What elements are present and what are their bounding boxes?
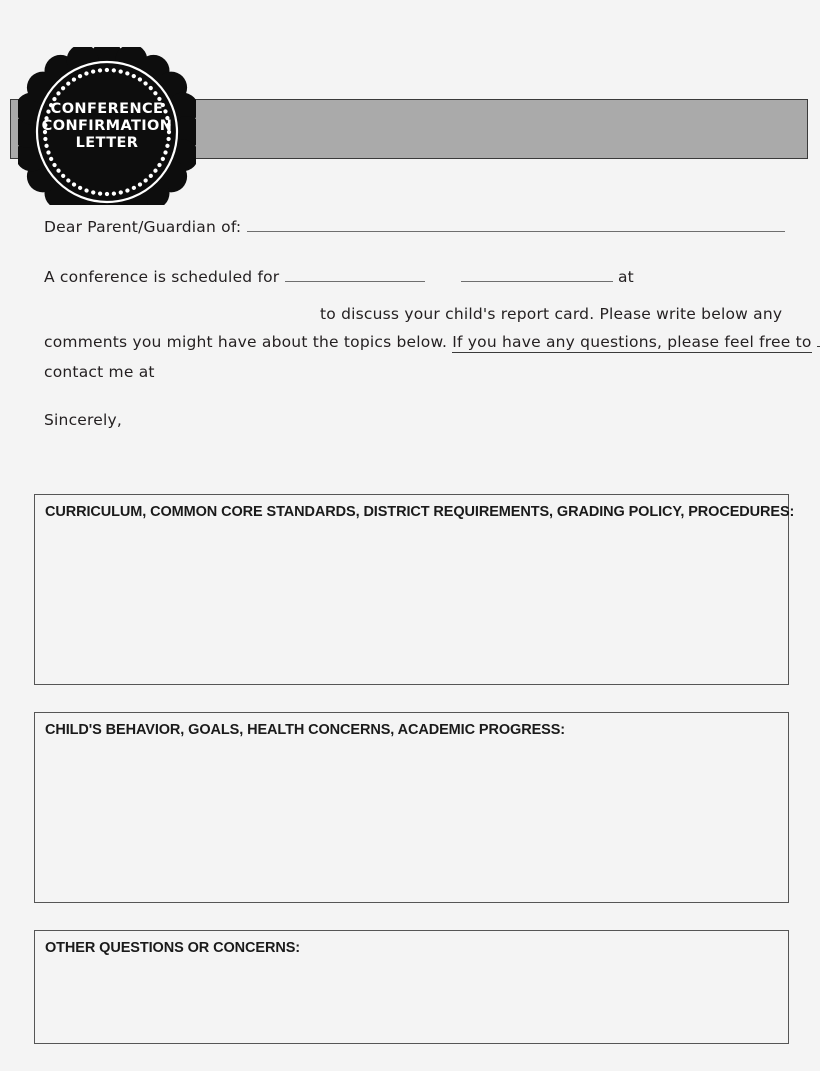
salutation-label: Dear Parent/Guardian of: bbox=[44, 218, 242, 237]
seal-line-3: LETTER bbox=[75, 134, 139, 151]
comment-box-curriculum-title: CURRICULUM, COMMON CORE STANDARDS, DISTRICT REQUIREMENTS, GRADING POLICY, PROCEDURES: bbox=[45, 504, 795, 520]
conference-date-blank[interactable] bbox=[285, 268, 425, 282]
comments-line bbox=[44, 333, 820, 351]
comment-box-curriculum-field[interactable] bbox=[35, 533, 788, 684]
comment-box-curriculum bbox=[34, 494, 795, 685]
salutation-line bbox=[44, 218, 785, 236]
comments-label: comments you might have about the topics below. bbox=[44, 333, 448, 351]
scheduled-label: A conference is scheduled for bbox=[44, 268, 280, 287]
discuss-line: to discuss your child's report card. Please write below any bbox=[320, 305, 783, 323]
scheduled-at-label: at bbox=[617, 268, 634, 287]
comment-box-other-field[interactable] bbox=[35, 969, 788, 1043]
seal-line-2: CONFIRMATION bbox=[41, 117, 173, 134]
questions-underlined-label: If you have any questions, please feel free to bbox=[452, 333, 812, 351]
comment-box-other bbox=[34, 930, 789, 1044]
seal-line-1: CONFERENCE bbox=[50, 100, 164, 117]
seal-graphic bbox=[18, 47, 196, 205]
conference-seal-badge bbox=[18, 47, 196, 205]
conference-time-blank[interactable] bbox=[461, 268, 613, 282]
comment-box-behavior bbox=[34, 712, 789, 903]
comment-box-behavior-title: CHILD'S BEHAVIOR, GOALS, HEALTH CONCERNS, ACADEMIC PROGRESS: bbox=[45, 722, 566, 738]
conference-scheduled-line bbox=[44, 268, 634, 286]
contact-line: contact me at bbox=[44, 363, 155, 381]
student-name-blank[interactable] bbox=[247, 218, 785, 232]
closing-line: Sincerely, bbox=[44, 411, 123, 429]
comment-box-other-title: OTHER QUESTIONS OR CONCERNS: bbox=[45, 940, 300, 956]
comment-box-behavior-field[interactable] bbox=[35, 751, 788, 902]
